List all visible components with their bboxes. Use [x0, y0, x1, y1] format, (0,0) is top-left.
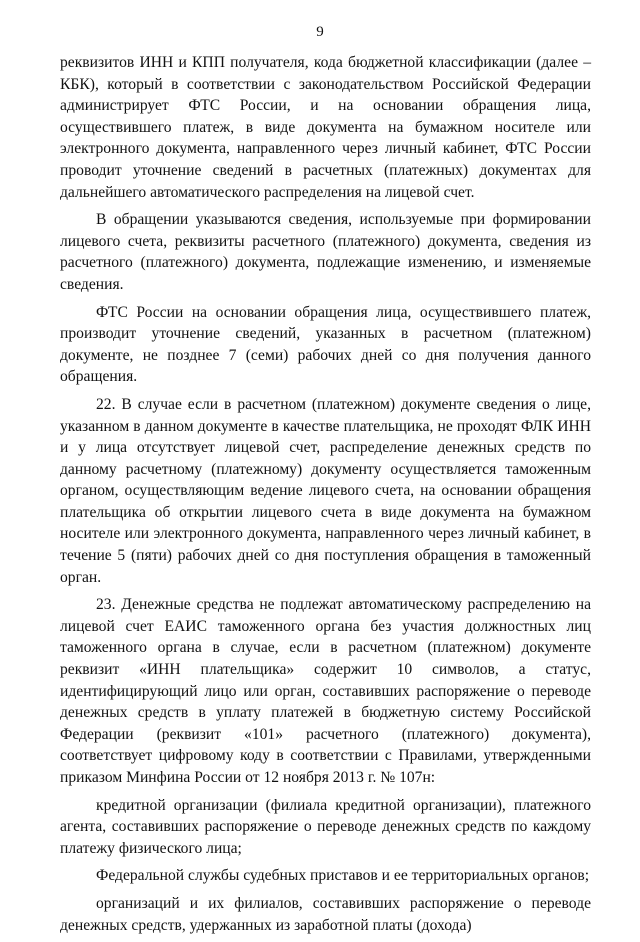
paragraph-clause-22: 22. В случае если в расчетном (платежном) документе сведения о лице, указанном в данном документе в качестве плательщика, не проходят ФЛК ИНН и у лица отсутствует лицевой счет, распределение денежных средств по данному расчетному (платежному) документу осуществляется таможенным органом, осуществляющим ведение лицевого счета, на основании обращения плательщика об открытии лицевого счета в виде документа на бумажном носителе или электронного документа, направленного через личный кабинет, в течение 5 (пяти) рабочих дней со дня поступления обращения в таможенный орган.: [60, 395, 591, 586]
paragraph-clause-23: 23. Денежные средства не подлежат автоматическому распределению на лицевой счет ЕАИС таможенного органа без участия должностных лиц таможенного органа в случае, если в расчетном (платежном) документе реквизит «ИНН плательщика» содержит 10 символов, а статус, идентифицирующий лицо или орган, составивших распоряжение о переводе денежных средств в уплату платежей в бюджетную систему Российской Федерации (реквизит «101» расчетного (платежного) документа), соответствует цифровому коду в соответствии с Правилами, утвержденными приказом Минфина России от 12 ноября 2013 г. № 107н:: [60, 596, 591, 786]
paragraph-continuation: реквизитов ИНН и КПП получателя, кода бюджетной классификации (далее – КБК), который в соответствии с законодательством Российской Федерации администрирует ФТС России, и на основании обращения лица, осуществившего платеж, в виде документа на бумажном носителе или электронного документа, направленного через личный кабинет, ФТС России проводит уточнение сведений в расчетных (платежных) документах для дальнейшего автоматического распределения на лицевой счет.: [60, 54, 591, 201]
paragraph-fts-clarification: ФТС России на основании обращения лица, осуществившего платеж, производит уточнение сведений, указанных в расчетном (платежном) документе, не позднее 7 (семи) рабочих дней со дня получения данного обращения.: [60, 303, 591, 386]
paragraph-credit-organization: кредитной организации (филиала кредитной организации), платежного агента, составивших распоряжение о переводе денежных средств по каждому платежу физического лица;: [60, 796, 591, 857]
page-number: 9: [316, 24, 324, 40]
paragraph-request-contents: В обращении указываются сведения, используемые при формировании лицевого счета, реквизиты расчетного (платежного) документа, сведения из расчетного (платежного) документа, подлежащие изменению, и изменяемые сведения.: [60, 211, 591, 293]
document-body: [60, 52, 591, 942]
paragraph-bailiff-service: Федеральной службы судебных приставов и ее территориальных органов;: [96, 867, 590, 885]
paragraph-organizations: организаций и их филиалов, составивших распоряжение о переводе денежных средств, удержанных из заработной платы (дохода): [60, 894, 591, 934]
